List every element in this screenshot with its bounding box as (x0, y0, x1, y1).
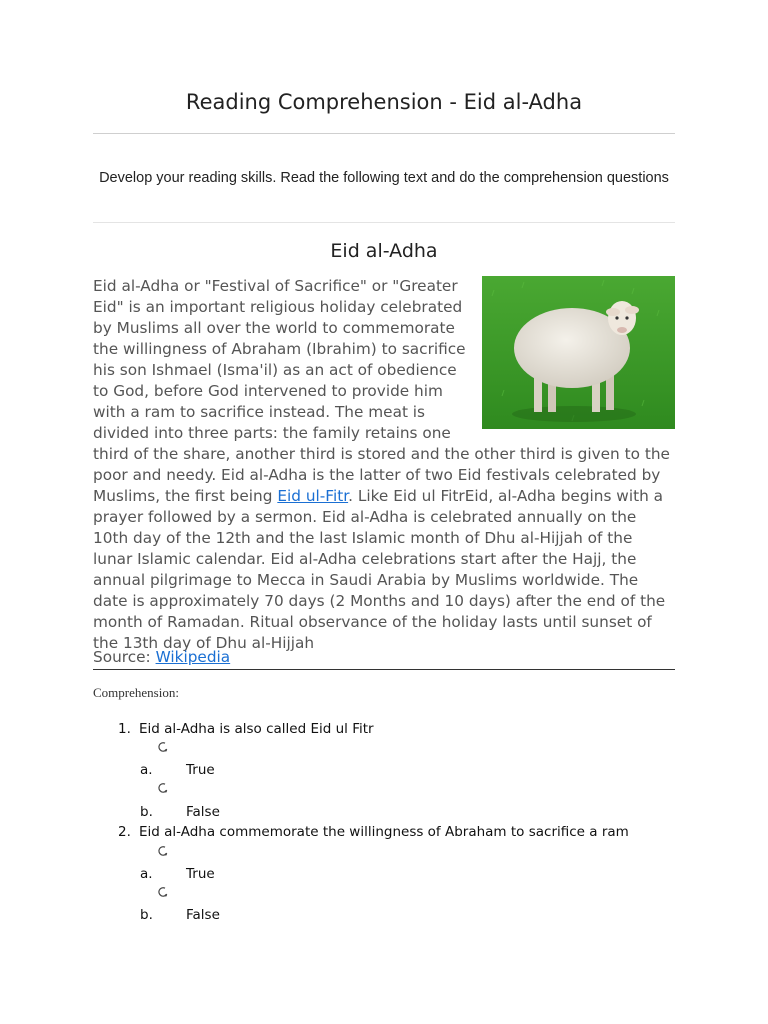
option-text: False (186, 804, 220, 820)
option-text: True (186, 762, 215, 778)
option-q1-a (140, 762, 215, 778)
radio-button-q1-a[interactable] (157, 741, 169, 753)
question-2-number: 2. (118, 824, 131, 840)
question-1-text: Eid al-Adha is also called Eid ul Fitr (139, 721, 374, 737)
article-text-part-1: Eid al-Adha or "Festival of Sacrifice" or "Greater Eid" is an important religious holiday celebrated by Muslims all over the world to commemorate the willingness of Abraham (Ibrahim) to sacrifice his son Ishmael (Isma'il) as an act of obedience to God, before God intervened to provide him with a ram to sacrifice instead. The meat is divided into three parts: the family retains one third of the share, another third is stored and the other third is given to the poor and needy. Eid al-Adha is the latter of two Eid festivals celebrated by Muslims, the first being (93, 277, 670, 505)
option-letter: a. (140, 762, 153, 778)
article-subtitle: Eid al-Adha (330, 240, 438, 262)
comprehension-label: Comprehension: (93, 685, 179, 700)
source-label: Source: (93, 648, 156, 666)
question-1-number: 1. (118, 721, 131, 737)
option-letter: b. (140, 804, 153, 820)
article-body (93, 276, 675, 654)
option-q2-a (140, 866, 215, 882)
option-text: False (186, 907, 220, 923)
option-letter: a. (140, 866, 153, 882)
option-letter: b. (140, 907, 153, 923)
option-text: True (186, 866, 215, 882)
source-line (93, 648, 675, 670)
wikipedia-link[interactable]: Wikipedia (155, 648, 231, 666)
option-q2-b (140, 907, 220, 923)
radio-button-q2-b[interactable] (157, 886, 169, 898)
title-divider (93, 133, 675, 134)
sheep-image (482, 276, 675, 429)
question-2-text: Eid al-Adha commemorate the willingness of Abraham to sacrifice a ram (139, 824, 629, 840)
intro-text: Develop your reading skills. Read the following text and do the comprehension questions (99, 170, 669, 186)
eid-ul-fitr-link[interactable]: Eid ul-Fitr (277, 487, 349, 505)
article-text-part-2: . Like Eid ul FitrEid, al-Adha begins with a prayer followed by a sermon. Eid al-Adha is celebrated annually on the 10th day of the 12th and the last Islamic month of Dhu al-Hijjah of the lunar Islamic calendar. Eid al-Adha celebrations start after the Hajj, the annual pilgrimage to Mecca in Saudi Arabia by Muslims worldwide. The date is approximately 70 days (2 Months and 10 days) after the end of the month of Ramadan. Ritual observance of the holiday lasts until sunset of the 13th day of Dhu al-Hijjah (93, 487, 666, 652)
radio-button-q1-b[interactable] (157, 782, 169, 794)
intro-divider (93, 222, 675, 223)
radio-button-q2-a[interactable] (157, 845, 169, 857)
page-title: Reading Comprehension - Eid al-Adha (185, 90, 583, 114)
sheep-illustration (482, 276, 675, 429)
option-q1-b (140, 804, 220, 820)
question-1 (118, 721, 374, 737)
question-2 (118, 824, 629, 840)
